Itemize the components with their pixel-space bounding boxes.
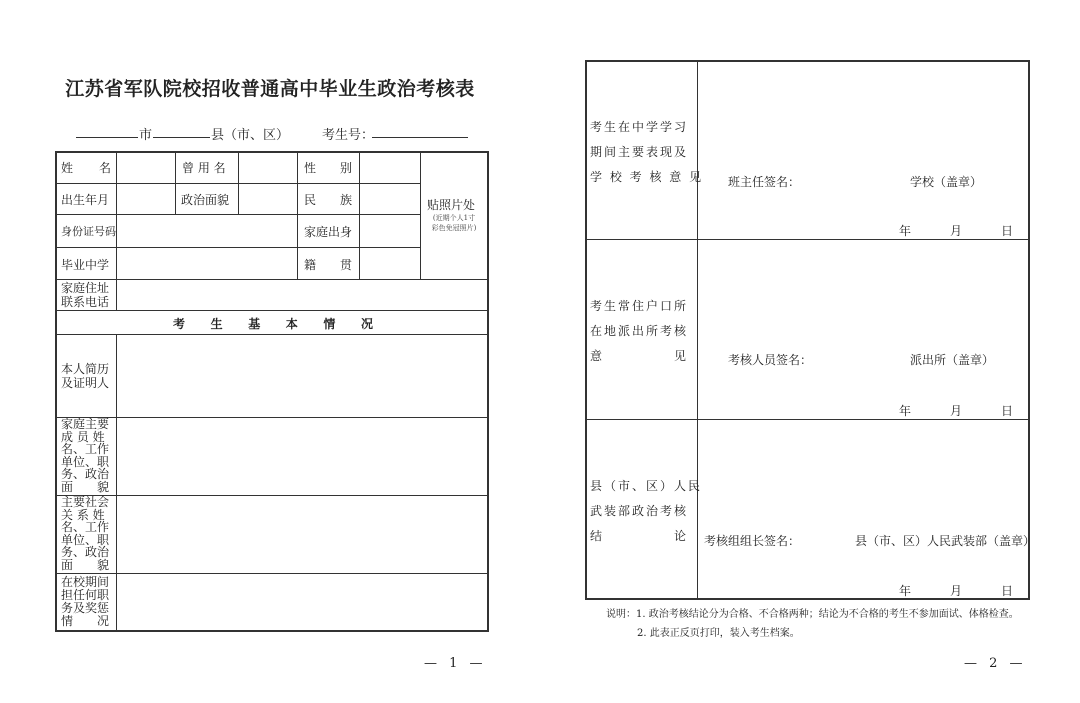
family-origin-label: 家庭出身: [304, 225, 353, 239]
family-label: 家庭主要 成 员 姓 名、工作 单位、职 务、政治 面 貌: [61, 417, 110, 494]
page-number-2: — 2 —: [964, 656, 1027, 671]
page-number-1: — 1 —: [424, 656, 487, 671]
birth-input[interactable]: [117, 184, 175, 214]
address-label: 家庭住址 联系电话: [61, 281, 110, 309]
family-input[interactable]: [117, 418, 487, 495]
birth-label: 出生年月: [61, 193, 110, 207]
photo-note: (近期个人1寸 彩色免冠照片): [431, 214, 477, 232]
ethnic-input[interactable]: [360, 184, 420, 214]
ethnic-label: 民 族: [304, 193, 352, 207]
native-input[interactable]: [360, 248, 420, 279]
social-input[interactable]: [117, 496, 487, 573]
resume-label: 本人简历 及证明人: [61, 362, 110, 390]
name-input[interactable]: [117, 152, 175, 183]
armed-dept-conclusion-label: 县（市、区）人民 武装部政治考核 结 论: [590, 479, 703, 543]
exam-no-label: 考生号：: [322, 128, 375, 143]
h-line: [55, 310, 489, 311]
family-origin-input[interactable]: [360, 215, 420, 247]
note-2: 2. 此表正反页打印，装入考生档案。: [637, 628, 800, 639]
social-label: 主要社会 关 系 姓 名、工作 单位、职 务、政治 面 貌: [61, 495, 110, 572]
photo-label: 贴照片处: [427, 198, 476, 212]
native-label: 籍 贯: [304, 258, 352, 272]
police-opinion-input[interactable]: [698, 240, 1028, 419]
school-label: 毕业中学: [61, 258, 110, 272]
class-teacher-sign-label: 班主任签名：: [728, 175, 801, 189]
police-seal-label: 派出所（盖章）: [910, 353, 995, 367]
date-1: 年 月 日: [899, 224, 1013, 238]
armed-dept-seal-label: 县（市、区）人民武装部（盖章）: [855, 534, 1036, 548]
school-opinion-input[interactable]: [698, 62, 1028, 239]
date-2: 年 月 日: [899, 404, 1013, 418]
school-duty-input[interactable]: [117, 574, 487, 630]
political-input[interactable]: [239, 184, 297, 214]
date-3: 年 月 日: [899, 584, 1013, 598]
address-input[interactable]: [117, 280, 487, 310]
city-label: 市: [139, 128, 153, 143]
county-label: 县（市、区）: [211, 128, 290, 143]
city-blank[interactable]: [76, 126, 138, 138]
school-seal-label: 学校（盖章）: [910, 175, 983, 189]
note-1: 说明：1. 政治考核结论分为合格、不合格两种；结论为不合格的考生不参加面试、体格检查。: [606, 609, 1019, 620]
school-duty-label: 在校期间 担任何职 务及奖惩 情 况: [61, 575, 110, 628]
idno-label: 身份证号码: [61, 225, 116, 238]
v-line: [175, 151, 176, 214]
political-label: 政治面貌: [181, 193, 230, 207]
exam-no-blank[interactable]: [372, 126, 468, 138]
school-opinion-label: 考生在中学学习 期间主要表现及 学 校 考 核 意 见: [590, 120, 704, 184]
armed-dept-conclusion-input[interactable]: [698, 420, 1028, 598]
gender-label: 性 别: [304, 161, 352, 175]
examiner-sign-label: 考核人员签名：: [728, 353, 813, 367]
county-blank[interactable]: [153, 126, 210, 138]
resume-input[interactable]: [117, 335, 487, 417]
form-title: 江苏省军队院校招收普通高中毕业生政治考核表: [65, 78, 475, 100]
team-leader-sign-label: 考核组组长签名：: [704, 534, 801, 548]
school-input[interactable]: [117, 248, 297, 279]
section-header: 考 生 基 本 情 况: [173, 317, 373, 331]
former-name-input[interactable]: [239, 152, 297, 183]
name-label: 姓 名: [61, 161, 111, 175]
idno-input[interactable]: [117, 215, 297, 247]
police-opinion-label: 考生常住户口所 在地派出所考核 意 见: [590, 299, 689, 363]
gender-input[interactable]: [360, 152, 420, 183]
v-line: [297, 151, 298, 279]
former-name-label: 曾 用 名: [182, 161, 226, 175]
